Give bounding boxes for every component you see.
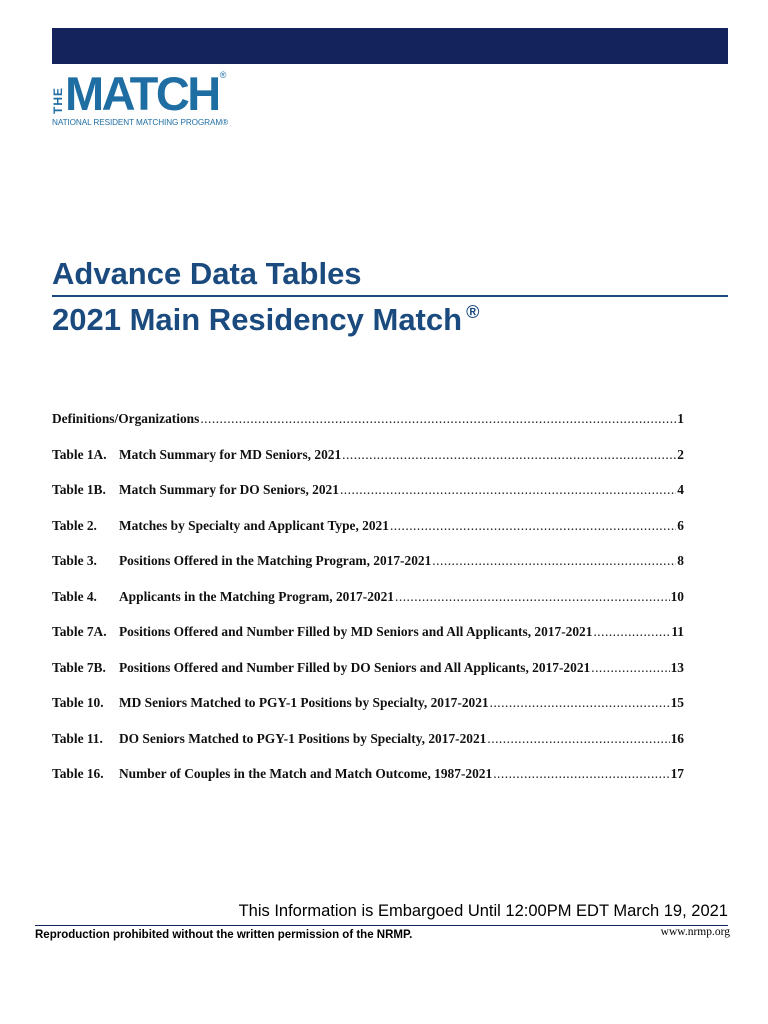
- reproduction-notice: Reproduction prohibited without the written permission of the NRMP.: [35, 929, 413, 941]
- toc-page-number: 6: [677, 517, 684, 533]
- toc-entry[interactable]: [52, 482, 684, 518]
- toc-dot-leader: [591, 660, 669, 676]
- toc-table-number: Table 7A.: [52, 624, 107, 639]
- toc-entry[interactable]: [52, 624, 684, 660]
- document-subtitle-text: 2021 Main Residency Match: [52, 302, 463, 337]
- toc-entry[interactable]: [52, 766, 684, 802]
- toc-entry[interactable]: [52, 553, 684, 589]
- toc-table-number: Table 11.: [52, 730, 103, 746]
- toc-dot-leader: [395, 589, 670, 605]
- header-bar: [52, 28, 728, 64]
- logo-the: THE: [51, 87, 65, 114]
- toc-table-number: Table 1B.: [52, 482, 106, 497]
- toc-dot-leader: [487, 731, 669, 747]
- toc-entry-label: [52, 695, 489, 711]
- logo-wordmark: [51, 67, 274, 120]
- toc-page-number: 8: [677, 553, 684, 568]
- toc-dot-leader: [593, 624, 670, 640]
- toc-table-number: Table 3.: [52, 553, 97, 568]
- toc-entry-label: [52, 553, 431, 569]
- toc-entry-label: [52, 731, 486, 747]
- registered-mark: ®: [466, 302, 480, 322]
- toc-page-number: 11: [671, 624, 684, 639]
- toc-entry-title: Match Summary for DO Seniors, 2021: [119, 482, 339, 497]
- toc-entry-title: MD Seniors Matched to PGY-1 Positions by Specialty, 2017-2021: [119, 695, 489, 710]
- toc-table-number: Table 1A.: [52, 446, 107, 462]
- toc-entry[interactable]: [52, 518, 684, 554]
- toc-page-number: 17: [670, 766, 684, 781]
- toc-entry-label: [52, 482, 339, 498]
- toc-dot-leader: [493, 766, 669, 782]
- nrmp-logo: [51, 67, 274, 127]
- toc-page-number: 2: [677, 446, 684, 462]
- toc-entry-title: Number of Couples in the Match and Match Outcome, 1987-2021: [119, 766, 493, 781]
- toc-entry[interactable]: [52, 731, 684, 767]
- logo-match: MATCH: [65, 67, 219, 120]
- toc-entry-label: [52, 624, 592, 640]
- toc-page-number: 10: [670, 588, 684, 604]
- toc-entry-label: [52, 411, 199, 427]
- toc-table-number: Table 7B.: [52, 659, 106, 675]
- toc-dot-leader: [390, 518, 676, 534]
- toc-entry-title: Positions Offered and Number Filled by MD Seniors and All Applicants, 2017-2021: [119, 624, 593, 639]
- toc-dot-leader: [490, 695, 670, 711]
- logo-subtitle: NATIONAL RESIDENT MATCHING PROGRAM®: [52, 118, 228, 127]
- toc-entry-title: Match Summary for MD Seniors, 2021: [119, 446, 342, 462]
- logo-registered-mark: ®: [219, 70, 227, 80]
- toc-page-number: 13: [670, 659, 684, 675]
- toc-entry[interactable]: [52, 447, 684, 483]
- toc-table-number: Table 2.: [52, 517, 97, 533]
- toc-dot-leader: [340, 482, 676, 498]
- document-title: Advance Data Tables: [52, 256, 362, 291]
- document-subtitle: [52, 302, 479, 338]
- toc-dot-leader: [432, 553, 676, 569]
- embargo-notice: This Information is Embargoed Until 12:00PM EDT March 19, 2021: [238, 902, 728, 920]
- toc-entry-title: Definitions/Organizations: [52, 411, 200, 426]
- title-divider: [52, 295, 728, 297]
- toc-table-number: Table 10.: [52, 695, 104, 710]
- toc-entry-label: [52, 589, 394, 605]
- toc-page-number: 16: [670, 730, 684, 746]
- toc-entry[interactable]: [52, 660, 684, 696]
- toc-page-number: 1: [677, 411, 684, 426]
- toc-page-number: 15: [670, 695, 684, 710]
- toc-table-number: Table 4.: [52, 588, 97, 604]
- toc-entry-label: [52, 447, 341, 463]
- toc-entry-title: Matches by Specialty and Applicant Type, 2021: [119, 517, 389, 533]
- table-of-contents: [52, 411, 684, 802]
- toc-entry-title: Positions Offered and Number Filled by DO Seniors and All Applicants, 2017-2021: [119, 659, 591, 675]
- toc-entry-label: [52, 766, 492, 782]
- toc-entry-title: Positions Offered in the Matching Program, 2017-2021: [119, 553, 432, 568]
- toc-dot-leader: [200, 411, 676, 427]
- toc-entry[interactable]: [52, 589, 684, 625]
- toc-page-number: 4: [677, 482, 684, 497]
- toc-dot-leader: [342, 447, 676, 463]
- toc-entry-label: [52, 518, 389, 534]
- toc-entry-title: Applicants in the Matching Program, 2017-2021: [119, 588, 394, 604]
- toc-entry[interactable]: [52, 695, 684, 731]
- toc-entry[interactable]: [52, 411, 684, 447]
- website-link[interactable]: www.nrmp.org: [660, 926, 730, 938]
- toc-table-number: Table 16.: [52, 766, 104, 781]
- toc-entry-label: [52, 660, 590, 676]
- toc-entry-title: DO Seniors Matched to PGY-1 Positions by Specialty, 2017-2021: [119, 730, 487, 746]
